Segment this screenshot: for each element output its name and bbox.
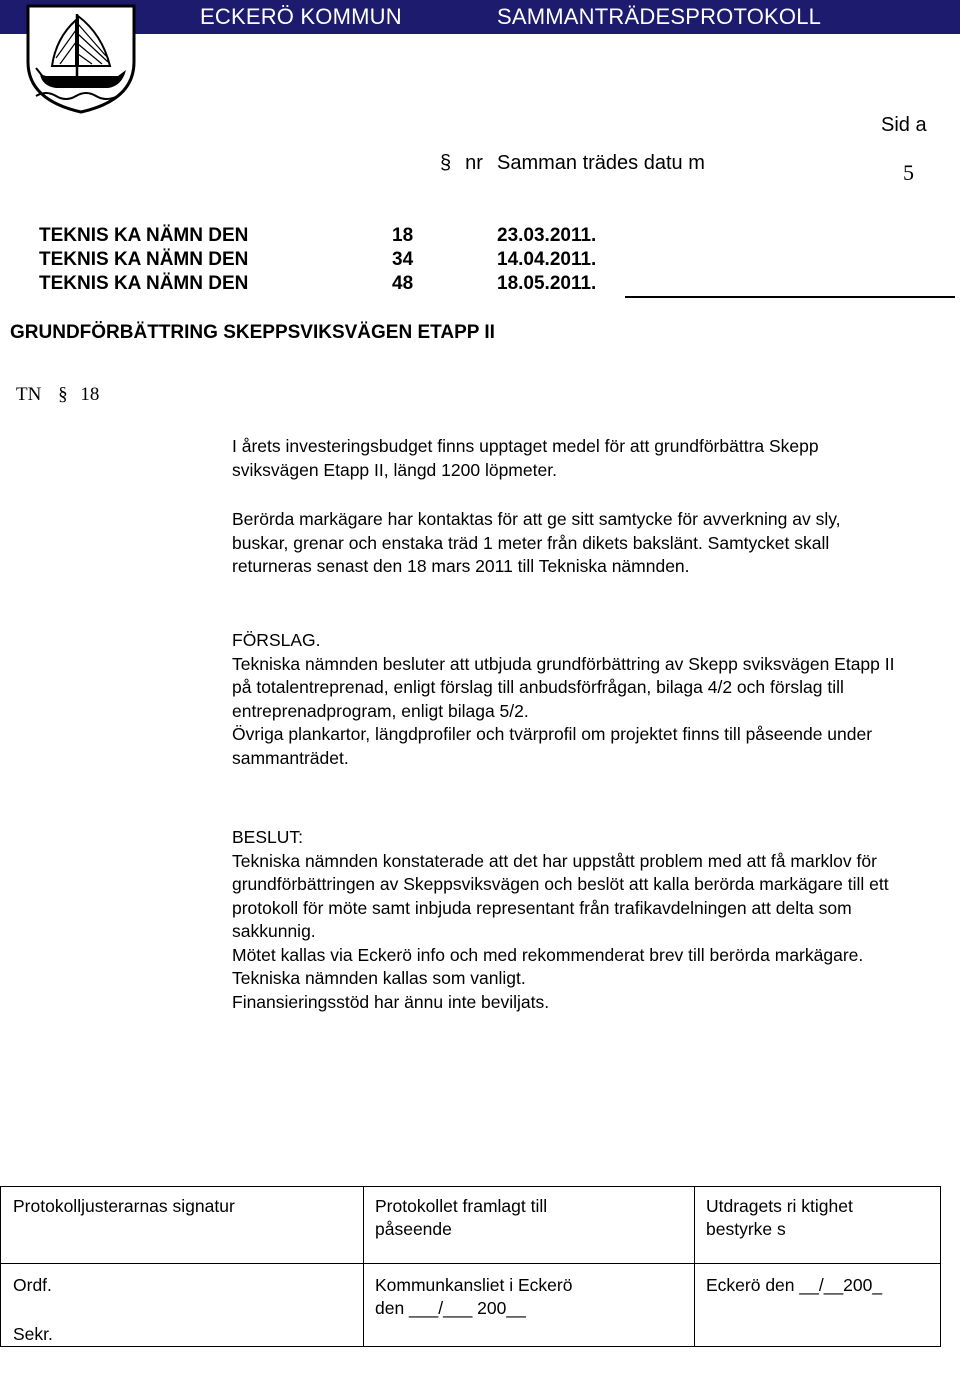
chair-label-text: Ordf. <box>13 1275 52 1295</box>
row-divider <box>1 1263 940 1264</box>
decision-heading: BESLUT: <box>232 827 303 847</box>
office-posting <box>375 1274 572 1320</box>
meeting-date: 23.03.2011. <box>497 225 597 246</box>
meeting-body: TEKNIS KA NÄMN DEN <box>39 273 249 294</box>
meeting-body: TEKNIS KA NÄMN DEN <box>39 225 249 246</box>
paragraph-text: Berörda markägare har kontaktas för att ge sitt samtycke för avverkning av sly, buskar, grenar och enstaka träd 1 meter från dikets bakslänt. Samtycket skall returneras senast den 18 mars 2011 till Tekniska nämnden. <box>232 509 841 576</box>
proposal-heading: FÖRSLAG. <box>232 630 321 650</box>
signature-header <box>13 1195 235 1218</box>
certification-date-text: Eckerö den __/__200_ <box>706 1275 883 1295</box>
certified-header-line: Utdragets ri ktighet <box>706 1196 853 1216</box>
signature-header-label: Protokolljusterarnas signatur <box>13 1196 235 1216</box>
org-name: ECKERÖ KOMMUN <box>200 4 402 29</box>
meeting-body: TEKNIS KA NÄMN DEN <box>39 249 249 270</box>
tn-number: 18 <box>80 384 100 405</box>
decision-section <box>232 826 932 1014</box>
certified-header-line: bestyrke s <box>706 1219 786 1239</box>
certification-date <box>706 1274 882 1297</box>
decision-text: Tekniska nämnden konstaterade att det har uppstått problem med att få marklov för grundförbättringen av Skeppsviksvägen och beslöt att kalla berörda markägare till ett protokoll för möte samt inbjuda representant från trafikavdelningen att delta som sakkunnig. <box>232 850 889 941</box>
section-symbol: § <box>440 152 452 174</box>
column-headers <box>440 152 483 175</box>
paragraph-budget <box>232 435 932 482</box>
decision-text: Finansieringsstöd har ännu inte beviljats. <box>232 991 550 1012</box>
chair-label <box>13 1274 52 1297</box>
date-column-label: Samman trädes datu m <box>497 152 705 174</box>
decision-text: Tekniska nämnden kallas som vanligt. <box>232 968 526 988</box>
column-divider <box>694 1187 695 1346</box>
office-posting-line: Kommunkansliet i Eckerö <box>375 1275 573 1295</box>
nr-label: nr <box>465 152 483 174</box>
header-divider <box>625 296 955 298</box>
proposal-text: Tekniska nämnden besluter att utbjuda grundförbättring av Skepp sviksvägen Etapp II på totalentreprenad, enligt förslag till anbudsförfrågan, bilaga 4/2 och förslag till entreprenadprogram, enligt bilaga 5/2. <box>232 653 895 721</box>
topic-title: GRUNDFÖRBÄTTRING SKEPPSVIKSVÄGEN ETAPP II <box>10 322 495 343</box>
decision-text: Mötet kallas via Eckerö info och med rekommenderat brev till berörda markägare. <box>232 944 864 965</box>
section-symbol: § <box>58 384 68 405</box>
proposal-text: Övriga plankartor, längdprofiler och tvärprofil om projektet finns till påseende under sammanträdet. <box>232 724 873 768</box>
doc-type: SAMMANTRÄDESPROTOKOLL <box>497 4 822 29</box>
coat-of-arms-logo <box>22 4 140 114</box>
meeting-date: 14.04.2011. <box>497 249 597 270</box>
posted-header <box>375 1195 547 1241</box>
posted-header-line: påseende <box>375 1219 452 1239</box>
office-posting-date: den ___/___ 200__ <box>375 1298 526 1318</box>
column-divider <box>363 1187 364 1346</box>
tn-prefix: TN <box>16 384 42 405</box>
meeting-nr: 18 <box>392 225 414 246</box>
meeting-date: 18.05.2011. <box>497 273 597 294</box>
paragraph-text: I årets investeringsbudget finns upptaget medel för att grundförbättra Skepp sviksvägen Etapp II, längd 1200 löpmeter. <box>232 436 819 480</box>
header-band <box>0 0 960 34</box>
meeting-nr: 34 <box>392 249 414 270</box>
secretary-label <box>13 1323 53 1346</box>
proposal-section <box>232 629 932 770</box>
page-label: Sid a <box>881 114 927 136</box>
tn-reference <box>16 384 99 406</box>
page-number: 5 <box>903 160 914 185</box>
certified-header <box>706 1195 853 1241</box>
signature-table <box>0 1186 941 1347</box>
secretary-label-text: Sekr. <box>13 1324 53 1344</box>
paragraph-landowners <box>232 508 932 579</box>
posted-header-line: Protokollet framlagt till <box>375 1196 548 1216</box>
meeting-nr: 48 <box>392 273 414 294</box>
